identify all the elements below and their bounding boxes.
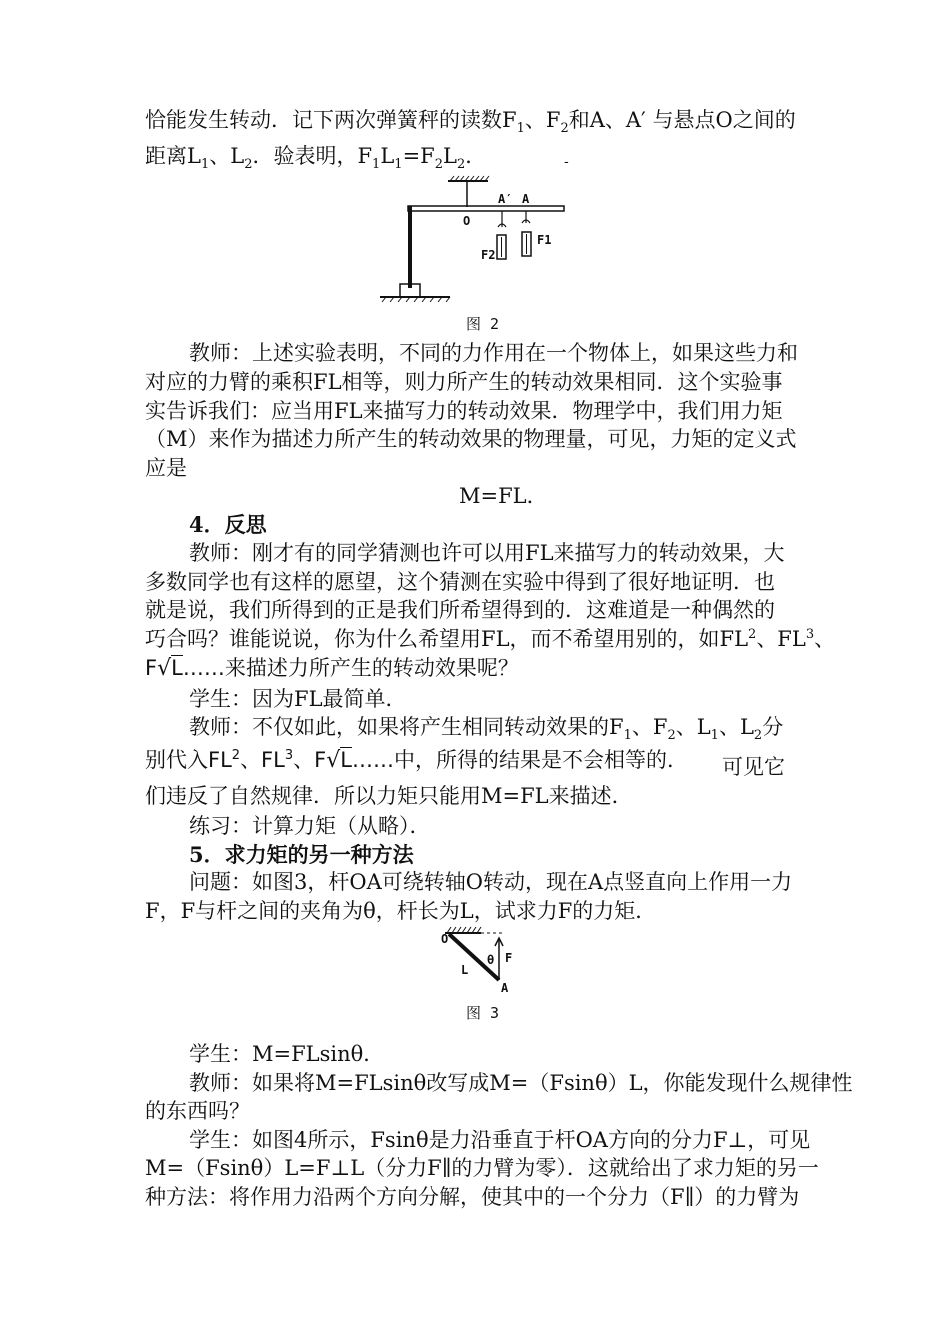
label-l: L xyxy=(461,963,469,977)
label-o: O xyxy=(463,214,471,228)
paragraph-line: 就是说，我们所得到的正是我们所希望得到的．这难道是一种偶然的 xyxy=(145,598,775,622)
paragraph-line: 学生：因为FL最简单． xyxy=(189,687,407,711)
paragraph-line: 教师：刚才有的同学猜测也许可以用FL来描写力的转动效果，大 xyxy=(189,541,785,565)
paragraph-line: 学生：如图4所示，Fsinθ是力沿垂直于杆OA方向的分力F⊥，可见 xyxy=(189,1128,811,1152)
paragraph-line: 巧合吗？谁能说说，你为什么希望用FL，而不希望用别的，如$FL^2$、$FL^3$、 xyxy=(145,627,836,651)
paragraph-line: 学生：M=FLsinθ． xyxy=(189,1042,385,1066)
figure-2-diagram xyxy=(370,175,570,310)
paragraph-line: F√L……来描述力所产生的转动效果呢？ xyxy=(145,656,519,681)
label-a: A xyxy=(501,981,509,995)
label-o: O xyxy=(441,932,449,946)
paragraph-line: 教师：如果将M=FLsinθ改写成M=（Fsinθ）L，你能发现什么规律性 xyxy=(189,1071,853,1095)
paragraph-line: 练习：计算力矩（从略）． xyxy=(189,814,431,838)
paragraph-line: 教师：不仅如此，如果将产生相同转动效果的$F_1$、$F_2$、$L_1$、$L_2$分 xyxy=(189,715,784,744)
figure-3-diagram xyxy=(435,924,525,996)
dash-mark: - xyxy=(564,154,569,170)
section-heading-5: 5．求力矩的另一种方法 xyxy=(189,842,414,867)
figure-3-caption: 图 3 xyxy=(466,1004,500,1022)
paragraph-line: 问题：如图3，杆OA可绕转轴O转动，现在A点竖直向上作用一力 xyxy=(189,870,793,894)
paragraph-line: 可见它 xyxy=(722,755,785,779)
figure-2-caption: 图 2 xyxy=(466,315,500,333)
paragraph-line: 别代入$FL^2$、$FL^3$、F√L……中，所得的结果是不会相等的． xyxy=(145,748,688,773)
paragraph-line: 们违反了自然规律．所以力矩只能用M=FL来描述． xyxy=(145,784,633,808)
paragraph-line: 对应的力臂的乘积FL相等，则力所产生的转动效果相同．这个实验事 xyxy=(145,370,783,394)
paragraph-line: 的东西吗？ xyxy=(145,1099,250,1123)
paragraph-line: M=（Fsinθ）L=F⊥L（分力F∥的力臂为零）．这就给出了求力矩的另一 xyxy=(145,1156,819,1180)
paragraph-line: 恰能发生转动．记下两次弹簧秤的读数$F_1$、$F_2$和A、A′ 与悬点O之间的 xyxy=(145,108,796,137)
paragraph-line: 实告诉我们：应当用FL来描写力的转动效果．物理学中，我们用力矩 xyxy=(145,399,783,423)
label-f2: F2 xyxy=(481,248,496,262)
paragraph-line: 教师：上述实验表明，不同的力作用在一个物体上，如果这些力和 xyxy=(189,341,798,365)
paragraph-line: 应是 xyxy=(145,456,187,480)
paragraph-line: 种方法：将作用力沿两个方向分解，使其中的一个分力（F∥）的力臂为 xyxy=(145,1185,800,1209)
formula-m-fl: M=FL． xyxy=(459,484,548,508)
paragraph-line: （M）来作为描述力所产生的转动效果的物理量，可见，力矩的定义式 xyxy=(145,427,797,451)
paragraph-line: F，F与杆之间的夹角为θ，杆长为L，试求力F的力矩． xyxy=(145,899,657,923)
section-heading-4: 4．反思 xyxy=(189,512,267,537)
paragraph-line: 距离$L_1$、$L_2$．验表明，$F_1L_1=F_2L_2$． xyxy=(145,144,487,173)
paragraph-line: 多数同学也有这样的愿望，这个猜测在实验中得到了很好地证明．也 xyxy=(145,570,775,594)
label-a-prime: A′ xyxy=(498,192,513,206)
label-a: A xyxy=(522,192,530,206)
label-theta: θ xyxy=(487,953,495,967)
label-f: F xyxy=(505,951,513,965)
label-f1: F1 xyxy=(537,233,552,247)
